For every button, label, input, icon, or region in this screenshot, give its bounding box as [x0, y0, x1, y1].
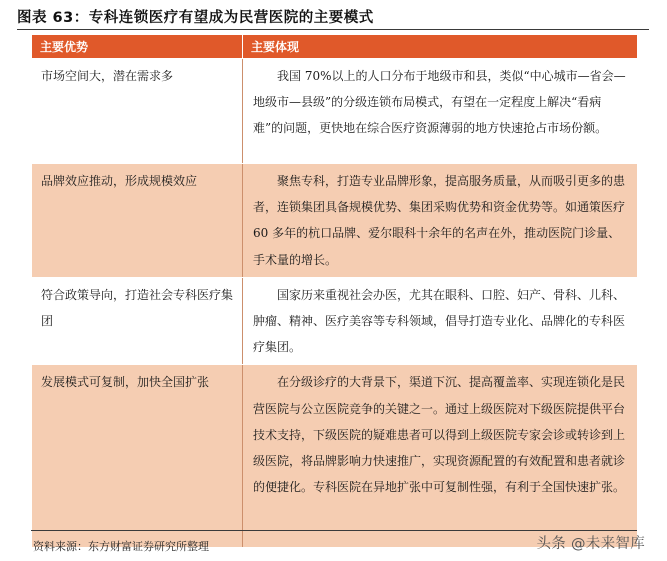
table-row [32, 59, 638, 164]
detail-cell: 在分级诊疗的大背景下，渠道下沉、提高覆盖率、实现连锁化是民营医院与公立医院竞争的关键之一。通过上级医院对下级医院提供平台技术支持，下级医院的疑难患者可以得到上级医院专家会诊或转诊到上级医院，将品牌影响力快速推广，实现资源配置的有效配置和患者就诊的便捷化。专科医院在异地扩张中可复制性强，有利于全国快速扩张。 [243, 365, 638, 548]
source-note: 资料来源：东方财富证券研究所整理 [33, 540, 209, 553]
advantage-cell: 发展模式可复制，加快全国扩张 [32, 365, 243, 548]
advantages-table [31, 34, 638, 548]
figure-title: 图表 63：专科连锁医疗有望成为民营医院的主要模式 [17, 10, 374, 26]
detail-cell: 国家历来重视社会办医，尤其在眼科、口腔、妇产、骨科、儿科、肿瘤、精神、医疗美容等专科领域，倡导打造专业化、品牌化的专科医疗集团。 [243, 277, 638, 365]
advantage-cell: 符合政策导向，打造社会专科医疗集团 [32, 277, 243, 365]
header-advantage: 主要优势 [32, 35, 243, 59]
table-row [32, 164, 638, 278]
detail-cell: 我国 70%以上的人口分布于地级市和县，类似“中心城市—省会—地级市—县级”的分级连锁布局模式，有望在一定程度上解决“看病难”的问题，更快地在综合医疗资源薄弱的地方快速抢占市场份额。 [243, 59, 638, 164]
advantage-cell: 市场空间大，潜在需求多 [32, 59, 243, 164]
table-row [32, 277, 638, 365]
title-divider [17, 29, 649, 30]
header-detail: 主要体现 [243, 35, 638, 59]
watermark: 头条 @未来智库 [536, 536, 645, 552]
detail-cell: 聚焦专科，打造专业品牌形象，提高服务质量，从而吸引更多的患者，连锁集团具备规模优势、集团采购优势和资金优势等。如通策医疗 60 多年的杭口品牌、爱尔眼科十余年的名声在外，推动医院门诊量、手术量的增长。 [243, 164, 638, 278]
advantage-cell: 品牌效应推动，形成规模效应 [32, 164, 243, 278]
table-row [32, 365, 638, 548]
table-header-row [32, 35, 638, 59]
